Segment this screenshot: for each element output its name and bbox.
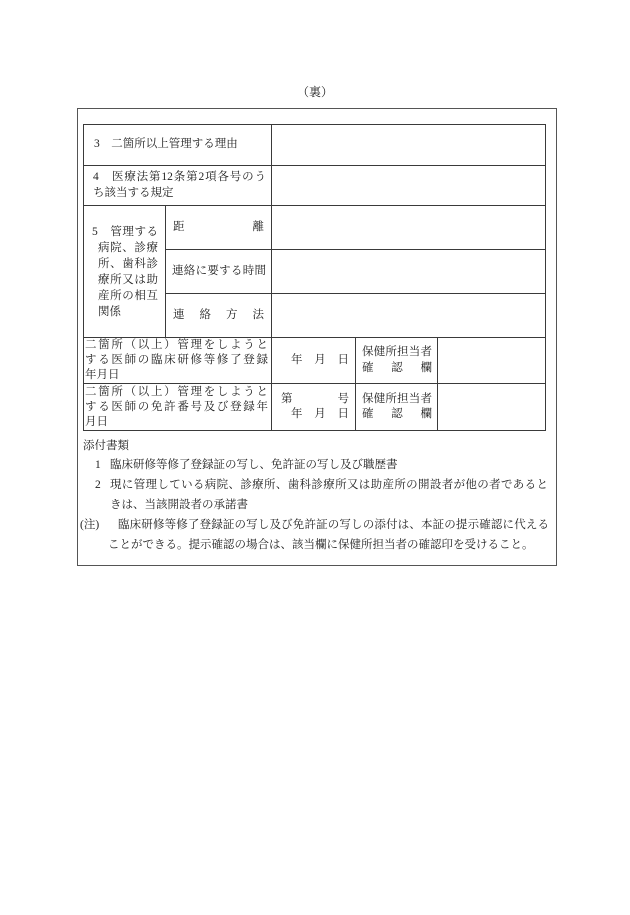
note-text-continued: ことができる。提示確認の場合は、該当欄に保健所担当者の確認印を受けること。 — [108, 539, 534, 551]
page-side-label: （裏） — [296, 85, 333, 99]
rule-value-cell — [271, 165, 546, 206]
contact-method-label-cell — [165, 293, 272, 338]
distance-label-cell — [165, 205, 272, 250]
training-label-cell — [83, 337, 272, 384]
license-number-prefix: 第 — [281, 392, 293, 405]
rule-label-line: ち該当する規定 — [93, 186, 174, 199]
license-number-suffix: 号 — [337, 392, 349, 405]
attachment-item-text: 臨床研修等修了登録証の写し、免許証の写し及び職歴書 — [110, 459, 398, 471]
license-label-line: 月日 — [85, 415, 108, 428]
check-title: 保健所担当者 — [362, 392, 432, 405]
distance-label: 距 離 — [173, 220, 264, 233]
relation-label-line: 所、歯科診 — [98, 257, 158, 270]
check-sub: 確 認 欄 — [362, 408, 432, 420]
training-date-label: 年 月 日 — [291, 353, 349, 366]
relation-label-line: 関係 — [98, 305, 121, 318]
training-check-label-cell — [355, 337, 438, 384]
reason-value-cell — [271, 124, 546, 166]
license-check-label-cell — [355, 383, 438, 431]
note-mark: (注) — [80, 519, 100, 531]
reason-label: 3 二箇所以上管理する理由 — [94, 138, 238, 151]
training-label-line: 二箇所（以上）管理をしようと — [85, 339, 268, 351]
reason-label-cell — [83, 124, 272, 166]
training-label-line: 年月日 — [85, 369, 120, 381]
license-label-cell — [83, 383, 272, 431]
attachment-item-text-continued: きは、当該開設者の承諾書 — [110, 499, 248, 511]
attachment-item-number: 2 — [95, 479, 101, 491]
license-number-line — [272, 392, 355, 408]
contact-time-label-cell — [165, 249, 272, 294]
rule-label-line: 4 医療法第12条第2項各号のう — [93, 171, 266, 183]
contact-method-label: 連 絡 方 法 — [173, 308, 264, 321]
contact-time-label: 連絡に要する時間 — [172, 264, 266, 277]
relation-label-line: 療所又は助 — [98, 273, 158, 286]
rule-label-cell — [83, 165, 272, 206]
attachment-item-number: 1 — [95, 459, 101, 471]
training-date-cell — [271, 337, 356, 384]
contact-time-value-cell — [271, 249, 546, 294]
relation-label-line: 病院、診療 — [98, 241, 158, 254]
training-check-value-cell — [437, 337, 546, 384]
training-label-line: する医師の臨床研修等修了登録 — [85, 354, 268, 366]
license-label-line: 二箇所（以上）管理をしようと — [85, 385, 268, 398]
note-text: 臨床研修等修了登録証の写し及び免許証の写しの添付は、本証の提示確認に代える — [118, 519, 549, 531]
relation-label-line: 5 管理する — [92, 225, 158, 238]
attachments-heading: 添付書類 — [83, 440, 129, 452]
license-number-cell — [271, 383, 356, 431]
license-date-label: 年 月 日 — [291, 408, 349, 420]
check-sub: 確 認 欄 — [362, 361, 432, 374]
relation-label-cell — [83, 205, 166, 338]
check-title: 保健所担当者 — [362, 346, 432, 358]
attachment-item-text: 現に管理している病院、診療所、歯科診療所又は助産所の開設者が他の者であると — [110, 479, 548, 491]
license-check-value-cell — [437, 383, 546, 431]
contact-method-value-cell — [271, 293, 546, 338]
relation-label-line: 産所の相互 — [98, 289, 158, 302]
license-label-line: する医師の免許番号及び登録年 — [85, 400, 268, 413]
distance-value-cell — [271, 205, 546, 250]
